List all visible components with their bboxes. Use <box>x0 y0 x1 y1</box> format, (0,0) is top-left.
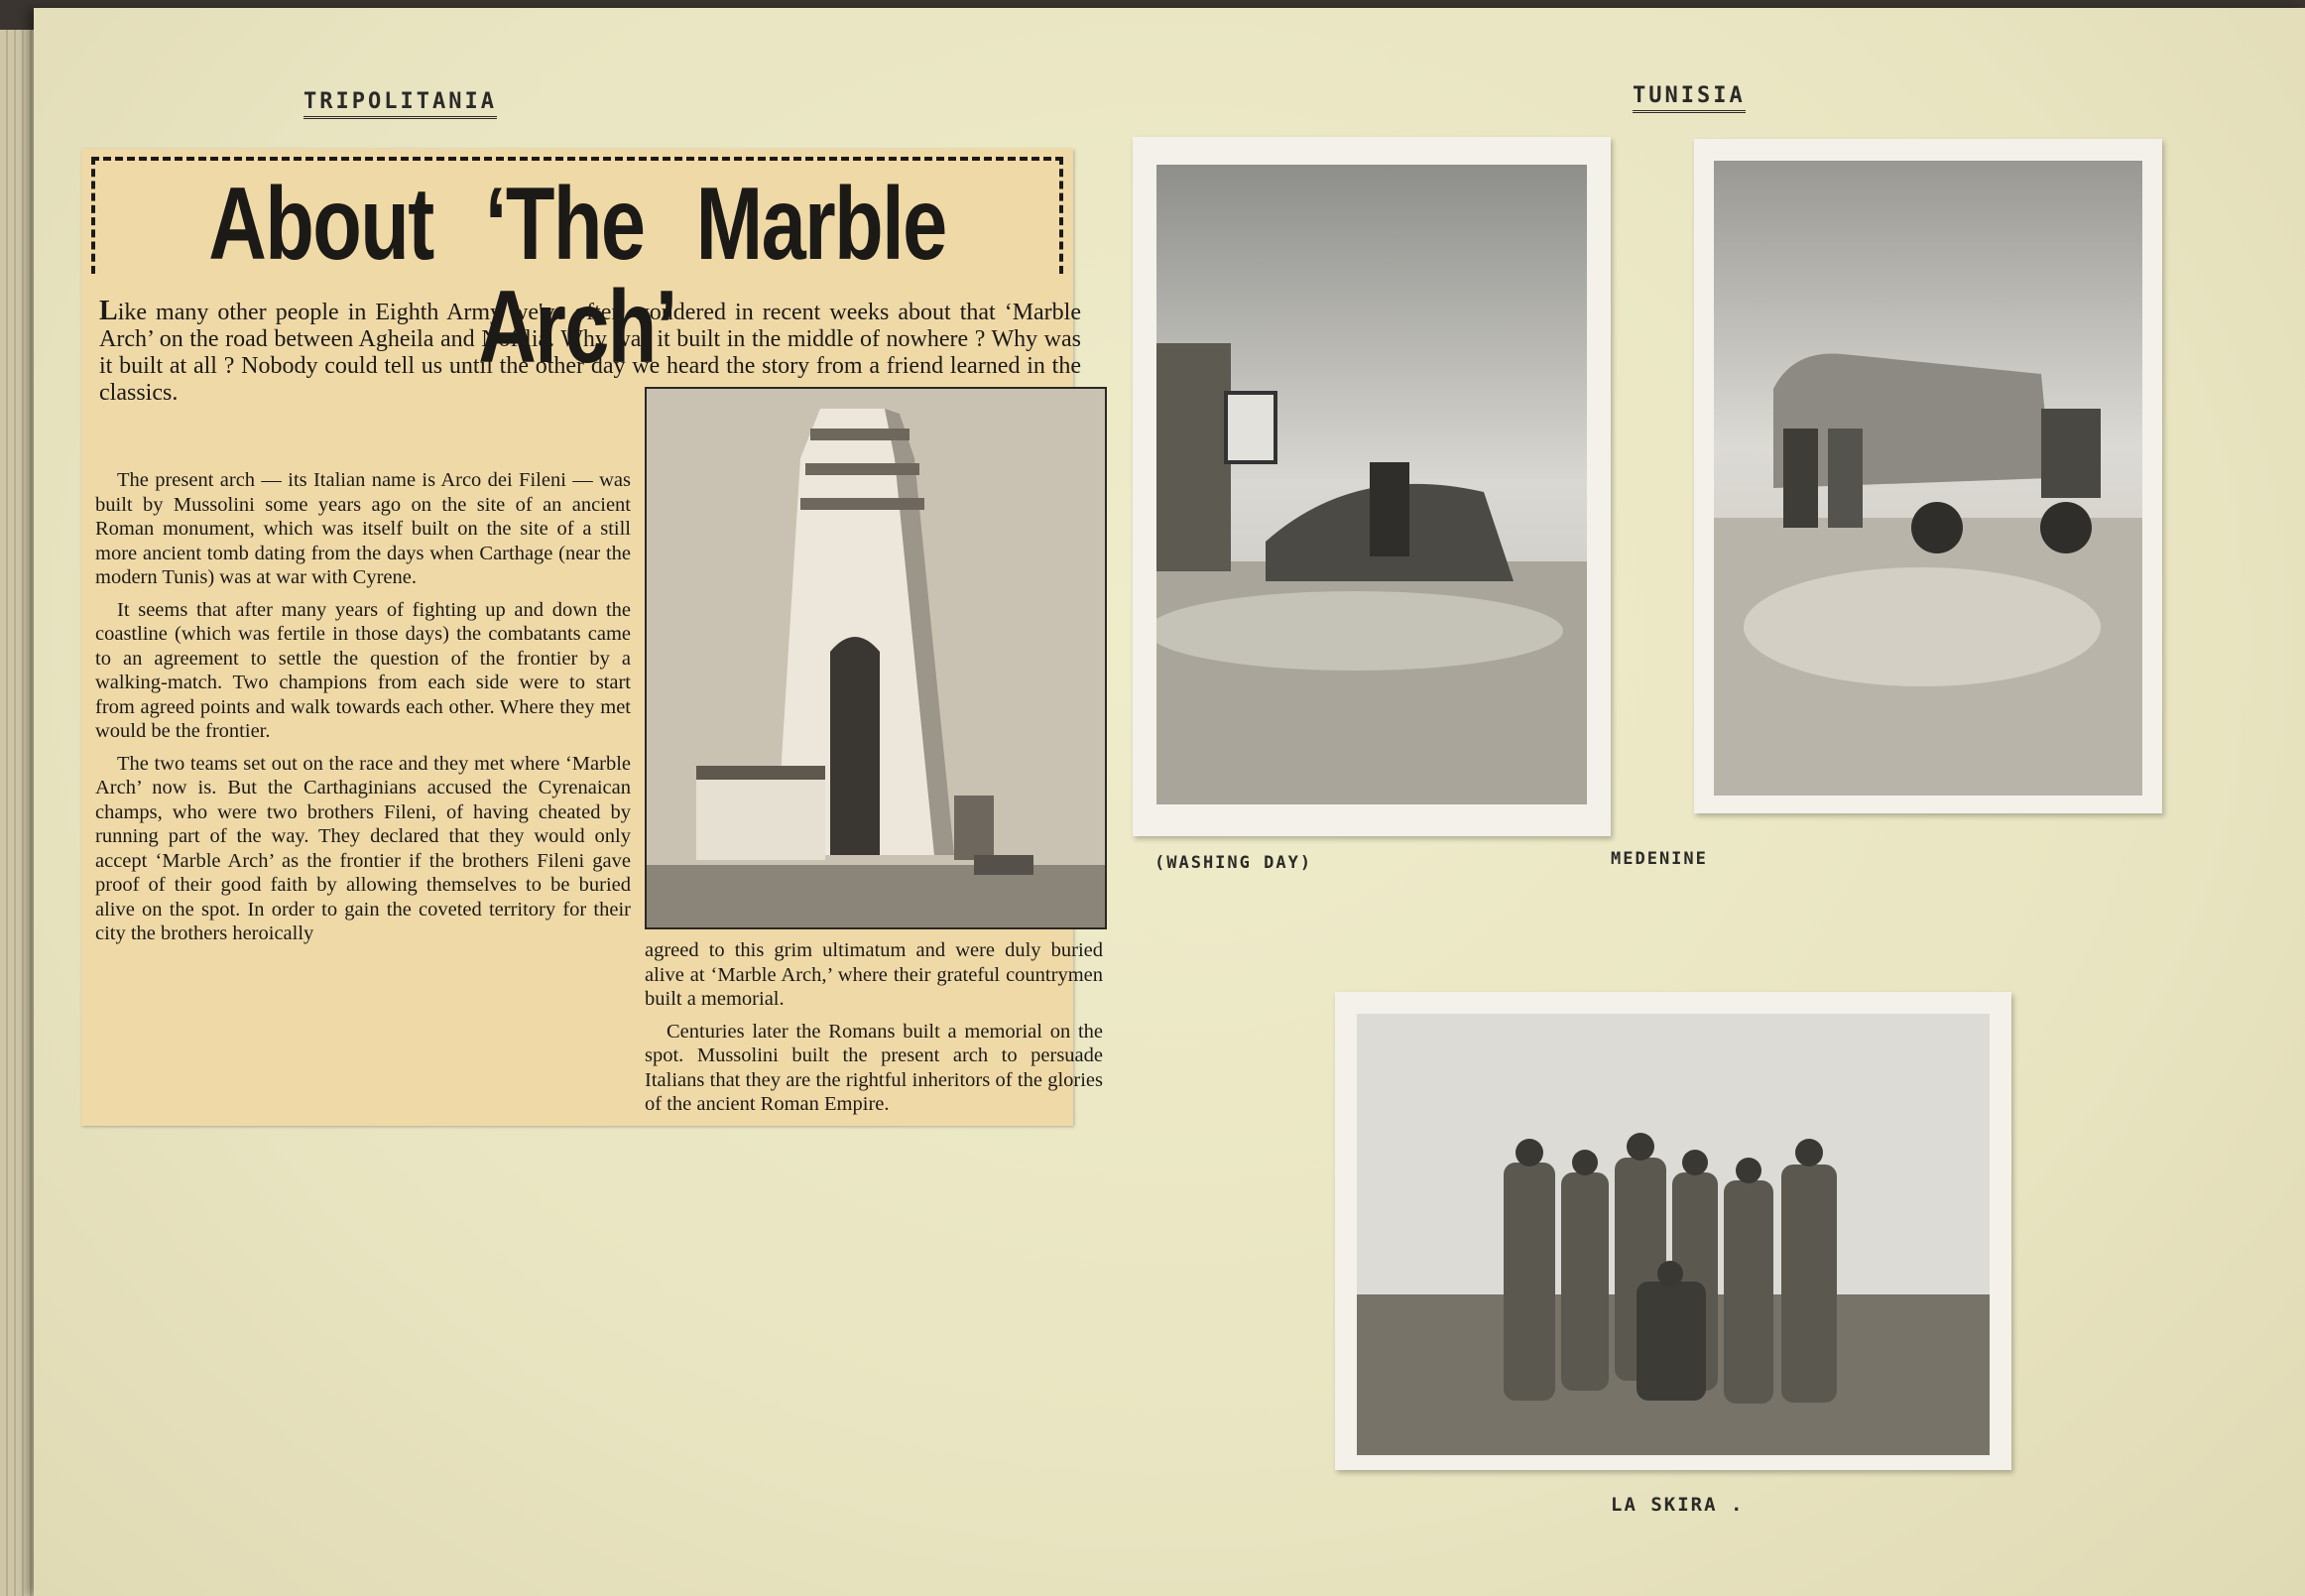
headline: About ‘The Marble Arch’ <box>208 167 946 385</box>
album-page <box>34 8 2305 1596</box>
label-tunisia: TUNISIA <box>1633 83 1746 113</box>
label-tripolitania: TRIPOLITANIA <box>303 89 497 119</box>
paragraph-4: agreed to this grim ultimatum and were duly buried alive at ‘Marble Arch,’ where their grateful countrymen built a memorial. <box>645 939 1103 1010</box>
photo-medenine <box>1694 139 2162 813</box>
caption-washing-day: (WASHING DAY) <box>1154 853 1313 873</box>
photo-la-skira-image <box>1357 1014 1990 1455</box>
caption-la-skira: LA SKIRA . <box>1611 1494 1745 1516</box>
newspaper-clipping <box>81 149 1103 1126</box>
caption-medenine: MEDENINE <box>1611 849 1708 869</box>
paragraph-2: It seems that after many years of fighting up and down the coastline (which was fertile in those days) the combatants came to an agreement to settle the question of the frontier by a walking-match. Two champions from each side were to start from agreed points and walk towards each other. Where they met would be the frontier. <box>95 598 631 742</box>
lede-text: ike many other people in Eighth Army we've often wondered in recent weeks about that ‘Marble Arch’ on the road between Agheila and Nofilia. Why was it built in the middle of nowhere ? Why was it built at all ? Nobody could tell us until the other day we heard the story from a friend learned in the classics. <box>99 300 1081 406</box>
photo-medenine-image <box>1714 161 2142 796</box>
photo-la-skira <box>1335 992 2011 1470</box>
right-column <box>645 938 1103 1125</box>
photo-washing-day <box>1133 137 1611 836</box>
left-column <box>95 468 631 954</box>
paragraph-1: The present arch — its Italian name is Arco dei Fileni — was built by Mussolini some years ago on the site of an ancient Roman monument, which was itself built on the site of a still more ancient tomb dating from the days when Carthage (near the modern Tunis) was at war with Cyrene. <box>95 469 631 588</box>
marble-arch-illustration <box>647 389 1105 927</box>
paragraph-5: Centuries later the Romans built a memorial on the spot. Mussolini built the present arch to persuade Italians that they are the rightful inheritors of the glories of the ancient Roman Empire. <box>645 1020 1103 1115</box>
dropcap: L <box>99 296 118 326</box>
paragraph-3: The two teams set out on the race and they met where ‘Marble Arch’ now is. But the Carthaginians accused the Cyrenaican champs, who were two brothers Fileni, of having cheated by running part of the way. They declared that they would only accept ‘Marble Arch’ as the frontier if the brothers Fileni gave proof of their good faith by allowing themselves to be buried alive on the spot. In order to gain the coveted territory for their city the brothers heroically <box>95 752 631 944</box>
photo-washing-day-image <box>1156 165 1587 804</box>
marble-arch-photo <box>645 387 1107 929</box>
